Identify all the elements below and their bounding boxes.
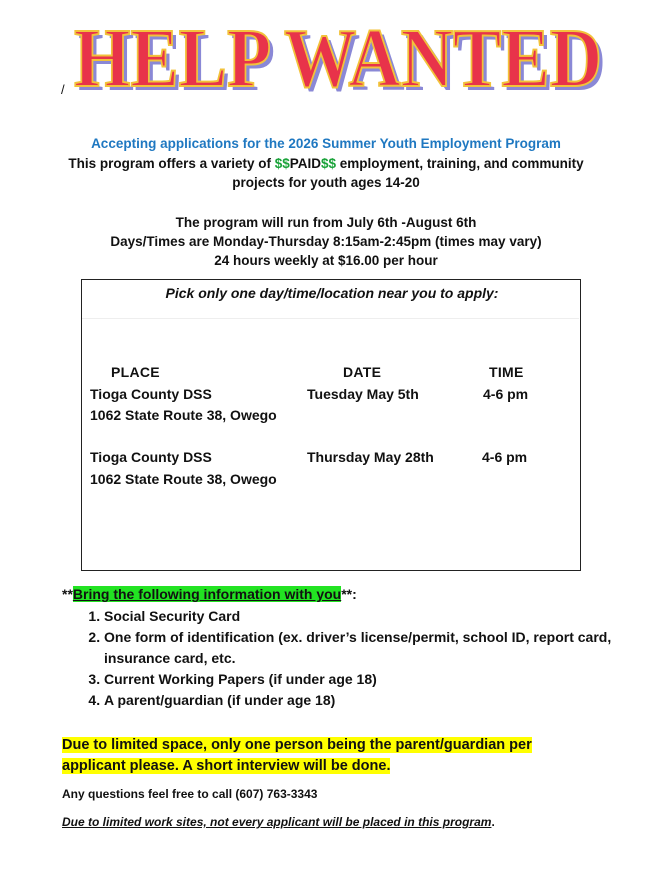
- disclaimer-period: .: [491, 815, 495, 829]
- offer-suffix: employment, training, and community: [336, 156, 584, 171]
- row-2-date: Thursday May 28th: [307, 449, 434, 465]
- offer-line: [0, 156, 652, 171]
- header-time: TIME: [489, 364, 524, 380]
- program-line: Accepting applications for the 2026 Summer Youth Employment Program: [91, 136, 561, 151]
- row-2-address: 1062 State Route 38, Owego: [90, 471, 277, 487]
- row-1-date: Tuesday May 5th: [307, 386, 419, 402]
- contact-line: Any questions feel free to call (607) 763-3343: [62, 787, 318, 801]
- disclaimer-text: Due to limited work sites, not every applicant will be placed in this program: [62, 815, 492, 829]
- help-wanted-headline: [70, 14, 610, 100]
- offer-prefix: This program offers a variety of: [68, 156, 275, 171]
- list-item: 1. Social Security Card: [104, 606, 634, 627]
- paid-word: PAID: [289, 156, 322, 171]
- hours-pay: 24 hours weekly at $16.00 per hour: [214, 253, 438, 268]
- headline-art: [70, 14, 610, 100]
- schedule-title: Pick only one day/time/location near you to apply:: [165, 285, 499, 301]
- disclaimer-line: [62, 815, 495, 829]
- list-item: 2. One form of identification (ex. driver’s license/permit, school ID, report card, insurance card, etc.: [104, 627, 634, 669]
- req-prefix: **: [62, 586, 73, 602]
- slash-mark: /: [61, 82, 65, 97]
- list-item: 3. Current Working Papers (if under age 18): [104, 669, 634, 690]
- row-1-address: 1062 State Route 38, Owego: [90, 407, 277, 423]
- headline-text: HELP WANTED: [74, 14, 602, 100]
- header-date: DATE: [343, 364, 382, 380]
- money-sign: $$: [321, 156, 337, 171]
- requirements-list: [62, 606, 634, 711]
- row-2-time: 4-6 pm: [482, 449, 528, 465]
- schedule-box: [81, 279, 581, 571]
- header-place: PLACE: [111, 364, 160, 380]
- days-times: Days/Times are Monday-Thursday 8:15am-2:45pm (times may vary): [110, 234, 542, 249]
- row-2-place: Tioga County DSS: [90, 449, 212, 465]
- offer-line-2: projects for youth ages 14-20: [232, 175, 420, 190]
- notice-text: Due to limited space, only one person being the parent/guardian per applicant please. A short interview will be done.: [62, 737, 532, 774]
- title-divider: [82, 318, 579, 319]
- row-1-time: 4-6 pm: [483, 386, 529, 402]
- headline-shadow: HELP WANTED: [78, 16, 606, 100]
- money-sign: $$: [274, 156, 290, 171]
- requirements-heading: [62, 586, 357, 602]
- run-dates: The program will run from July 6th -August 6th: [175, 215, 477, 230]
- list-item: 4. A parent/guardian (if under age 18): [104, 690, 634, 711]
- space-notice: [62, 735, 592, 777]
- row-1-place: Tioga County DSS: [90, 386, 212, 402]
- req-heading-text: Bring the following information with you: [72, 586, 342, 602]
- req-suffix: **:: [341, 586, 357, 602]
